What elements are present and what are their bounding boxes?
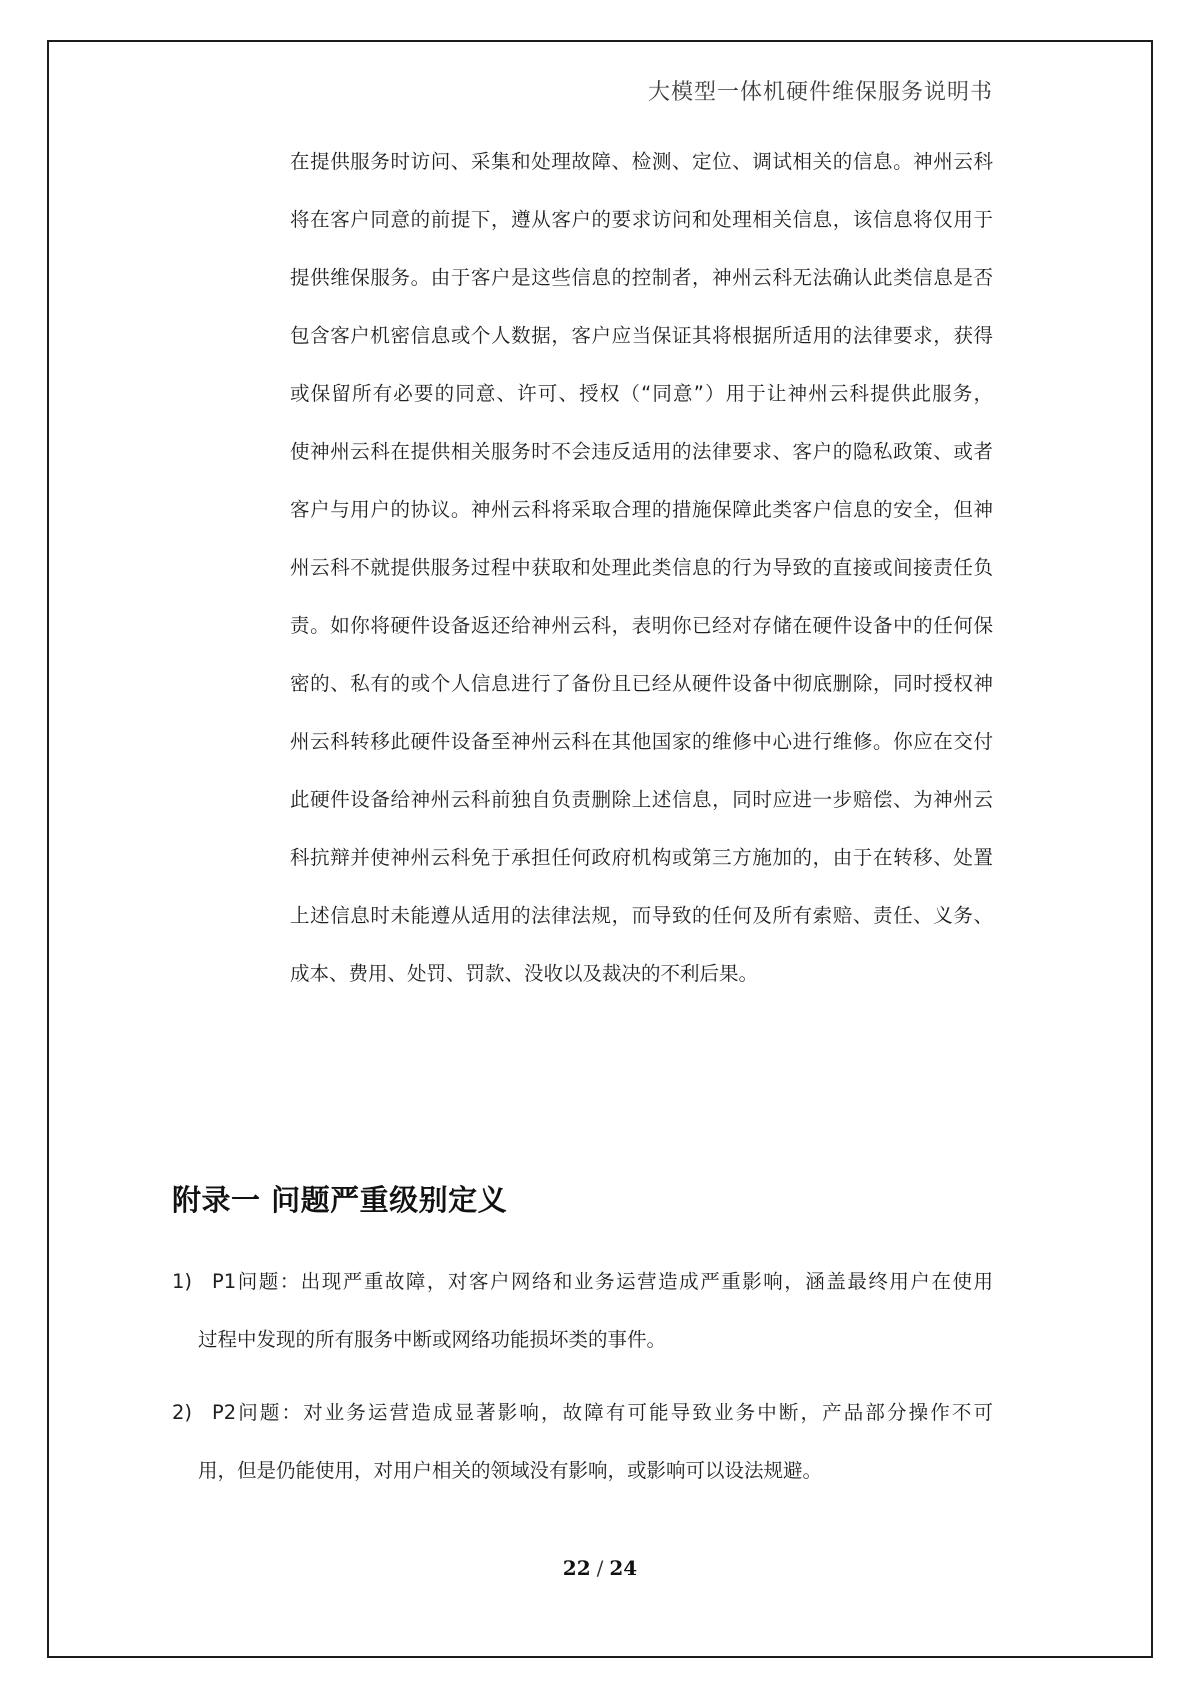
list-item-p1-continuation: 过程中发现的所有服务中断或网络功能损坏类的事件。 [198, 1328, 667, 1351]
appendix-heading: 附录一 问题严重级别定义 [172, 1183, 508, 1217]
list-item-text: P2问题：对业务运营造成显著影响，故障有可能导致业务中断，产品部分操作不可 [212, 1401, 993, 1424]
list-item-number: 2) [172, 1401, 193, 1424]
paragraph-line: 成本、费用、处罚、罚款、没收以及裁决的不利后果。 [290, 962, 759, 985]
paragraph-line: 科抗辩并使神州云科免于承担任何政府机构或第三方施加的，由于在转移、处置 [290, 846, 993, 869]
paragraph-line: 或保留所有必要的同意、许可、授权（“同意”）用于让神州云科提供此服务， [290, 382, 993, 405]
page-number-current: 22 [562, 1556, 591, 1580]
paragraph-line: 州云科转移此硬件设备至神州云科在其他国家的维修中心进行维修。你应在交付 [290, 730, 993, 753]
page-number-footer [0, 1555, 1200, 1581]
page-number-separator: / [596, 1556, 604, 1580]
page-number-total: 24 [609, 1556, 638, 1580]
list-item-p2 [172, 1398, 993, 1428]
paragraph-line: 密的、私有的或个人信息进行了备份且已经从硬件设备中彻底删除，同时授权神 [290, 672, 993, 695]
paragraph-line: 在提供服务时访问、采集和处理故障、检测、定位、调试相关的信息。神州云科 [290, 150, 993, 173]
list-item-number: 1) [172, 1270, 193, 1293]
paragraph-line: 州云科不就提供服务过程中获取和处理此类信息的行为导致的直接或间接责任负 [290, 556, 993, 579]
list-item-text: P1问题：出现严重故障，对客户网络和业务运营造成严重影响，涵盖最终用户在使用 [212, 1270, 993, 1293]
paragraph-line: 客户与用户的协议。神州云科将采取合理的措施保障此类客户信息的安全，但神 [290, 498, 993, 521]
paragraph-line: 使神州云科在提供相关服务时不会违反适用的法律要求、客户的隐私政策、或者 [290, 440, 993, 463]
document-header-title: 大模型一体机硬件维保服务说明书 [647, 80, 993, 105]
paragraph-line: 此硬件设备给神州云科前独自负责删除上述信息，同时应进一步赔偿、为神州云 [290, 788, 993, 811]
paragraph-line: 将在客户同意的前提下，遵从客户的要求访问和处理相关信息，该信息将仅用于 [290, 208, 993, 231]
paragraph-line: 包含客户机密信息或个人数据，客户应当保证其将根据所适用的法律要求，获得 [290, 324, 993, 347]
paragraph-line: 上述信息时未能遵从适用的法律法规，而导致的任何及所有索赔、责任、义务、 [290, 904, 993, 927]
paragraph-line: 提供维保服务。由于客户是这些信息的控制者，神州云科无法确认此类信息是否 [290, 266, 993, 289]
paragraph-line: 责。如你将硬件设备返还给神州云科，表明你已经对存储在硬件设备中的任何保 [290, 614, 993, 637]
body-paragraph [290, 133, 993, 1003]
severity-definition-list [172, 1267, 993, 1486]
list-item-p2-continuation: 用，但是仍能使用，对用户相关的领域没有影响，或影响可以设法规避。 [198, 1459, 823, 1482]
list-item-p1 [172, 1267, 993, 1297]
